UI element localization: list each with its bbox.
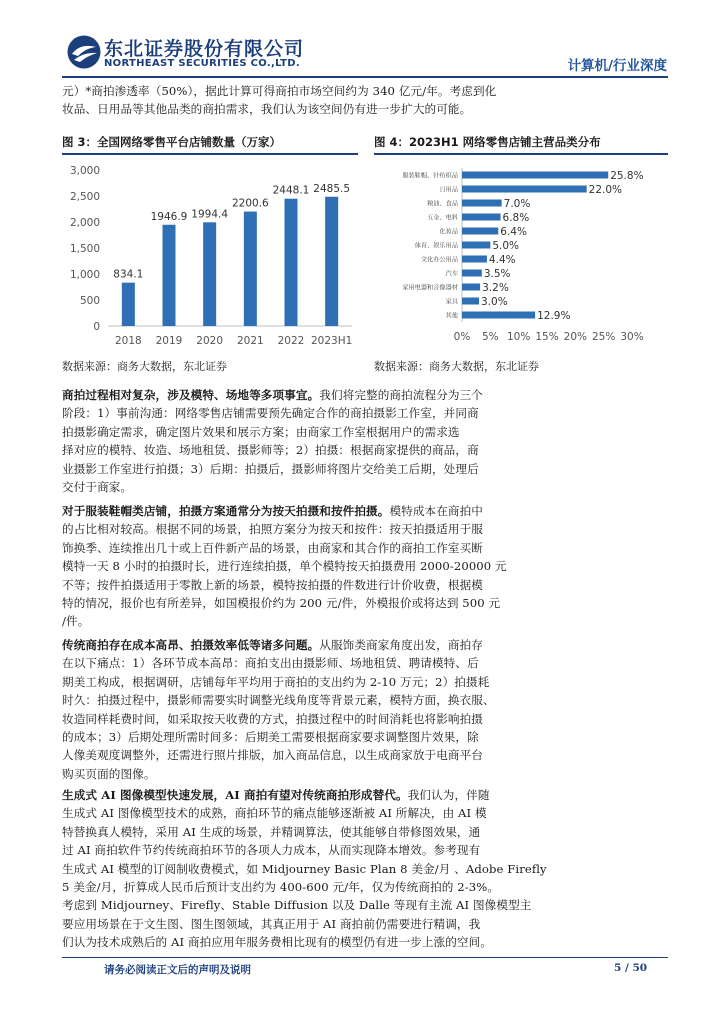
- category-label: 文化办公用品: [420, 256, 458, 264]
- text-line: 在以下痛点：1）各环节成本高昂：商拍支出由摄影师、场地租赁、聘请模特、后: [62, 656, 479, 671]
- bar-2018: [122, 283, 135, 326]
- bar-value-label: 12.9%: [537, 310, 571, 322]
- text-line: 的成本；3）后期处理所需时间多：后期美工需要根据商家要求调整图片效果，除: [62, 730, 479, 745]
- text-line: 生成式 AI 模型的订阅制收费模式，如 Midjourney Basic Plan 8 美金/月 、Adobe Firefly: [62, 861, 547, 876]
- bar-文化办公用品: [462, 256, 487, 263]
- figure3-source: 数据来源：商务大数据，东北证券: [62, 360, 227, 373]
- text-line: 饰换季、连续推出几十或上百件新产品的场景，由商家和其合作的商拍工作室买断: [62, 540, 483, 555]
- text-line: 期美工构成，根据调研，店铺每年平均用于商拍的支出约为 2-10 万元；2）拍摄耗: [62, 674, 490, 689]
- bar-value-label: 2485.5: [313, 182, 351, 195]
- y-tick-label: 3,000: [69, 165, 100, 177]
- x-tick-label: 2018: [114, 335, 142, 347]
- y-tick-label: 1,500: [69, 243, 100, 255]
- bar-value-label: 1946.9: [150, 210, 188, 223]
- text-line: 要应用场景在于文生图、图生图领域，其真正用于 AI 商拍前仍需要进行精调，我: [62, 916, 481, 931]
- bar-value-label: 6.4%: [500, 226, 527, 238]
- text-line: 不等；按件拍摄适用于零散上新的场景，模特按拍摄的件数进行计价收费，根据模: [62, 577, 483, 592]
- category-label: 汽车: [445, 270, 458, 278]
- y-tick-label: 0: [93, 321, 100, 333]
- header-divider: [62, 76, 668, 78]
- page-number: 5 / 50: [614, 962, 648, 974]
- bar-2023H1: [325, 197, 338, 326]
- x-tick-label: 5%: [481, 331, 499, 343]
- bar-value-label: 3.0%: [481, 296, 508, 308]
- bar-value-label: 7.0%: [503, 198, 531, 210]
- x-tick-label: 20%: [563, 331, 588, 343]
- bar-服装鞋帽、针纺织品: [462, 172, 608, 179]
- bar-value-label: 22.0%: [588, 184, 623, 196]
- text-line: 从服饰类商家角度出发，商拍存: [319, 638, 483, 652]
- text-line: 们认为技术成熟后的 AI 商拍应用年服务费相比现有的模型仍有进一步上涨的空间。: [62, 935, 493, 950]
- bar-家具: [462, 298, 479, 305]
- report-category: 计算机/行业深度: [567, 58, 667, 74]
- bar-体育、娱乐用品: [462, 242, 490, 249]
- category-label: 服装鞋帽、针纺织品: [402, 172, 458, 180]
- x-tick-label: 2021: [236, 335, 264, 347]
- footer-disclaimer: 请务必阅读正文后的声明及说明: [104, 964, 251, 976]
- section-lead: 商拍过程相对复杂，涉及模特、场地等多项事宜。: [62, 388, 320, 402]
- text-line: 交付于商家。: [62, 480, 133, 495]
- category-label: 化妆品: [439, 228, 458, 236]
- company-logo-icon: [66, 34, 102, 70]
- bar-value-label: 3.5%: [483, 268, 511, 280]
- section-pain-points: [62, 636, 666, 783]
- y-tick-label: 500: [79, 295, 100, 307]
- bar-2021: [244, 212, 257, 326]
- y-tick-label: 2,000: [69, 217, 100, 229]
- text-line: 考虑到 Midjourney、Firefly、Stable Diffusion 以及 Dalle 等现有主流 AI 图像模型主: [62, 898, 532, 913]
- figure3-rule: [62, 153, 358, 155]
- text-line: 人像美观度调整外，还需进行照片排版，加入商品信息，以生成商家放于电商平台: [62, 748, 483, 763]
- category-label: 日用品: [439, 186, 458, 194]
- text-line: 妆造同样耗费时间，如采取按天收费的方式，拍摄过程中的时间消耗也将影响拍摄: [62, 711, 483, 726]
- figure4-rule: [374, 153, 668, 155]
- figure4-chart: [374, 158, 668, 354]
- text-line: 特的情况，报价也有所差异，如国模报价约为 200 元/件，外模报价或将达到 500 元: [62, 596, 501, 611]
- bar-value-label: 25.8%: [610, 170, 644, 182]
- intro-paragraph: [62, 82, 666, 119]
- bar-家用电器和音像器材: [462, 284, 480, 291]
- category-label: 体育、娱乐用品: [414, 242, 458, 250]
- x-tick-label: 2020: [196, 335, 224, 347]
- bar-value-label: 6.8%: [502, 212, 530, 224]
- bar-汽车: [462, 270, 482, 277]
- bar-化妆品: [462, 228, 498, 235]
- x-tick-label: 30%: [620, 331, 644, 343]
- figure4-source: 数据来源：商务大数据，东北证券: [374, 360, 539, 373]
- text-line: 的占比相对较高。根据不同的场景，拍照方案分为按天和按件：按天拍摄适用于服: [62, 522, 483, 537]
- x-tick-label: 2019: [155, 335, 183, 347]
- text-line: /件。: [62, 614, 90, 629]
- category-label: 五金、电料: [427, 214, 458, 222]
- y-tick-label: 1,000: [69, 269, 100, 281]
- bar-value-label: 3.2%: [482, 282, 509, 294]
- figure3-title: 图 3：全国网络零售平台店铺数量（万家）: [62, 135, 282, 149]
- text-line: 我们认为，伴随: [407, 788, 490, 802]
- bar-五金、电料: [462, 214, 501, 221]
- bar-value-label: 2448.1: [272, 184, 310, 197]
- bar-value-label: 2200.6: [231, 197, 269, 210]
- x-tick-label: 15%: [535, 331, 559, 343]
- text-line: 业摄影工作室进行拍摄；3）后期：拍摄后，摄影师将图片交给美工后期，处理后: [62, 461, 479, 476]
- bar-value-label: 4.4%: [488, 254, 516, 266]
- text-line: 特替换真人模特，采用 AI 生成的场景，并精调算法，使其能够自带修图效果，通: [62, 824, 481, 839]
- category-label: 家用电器和音像器材: [402, 284, 458, 292]
- bar-日用品: [462, 186, 587, 193]
- category-label: 家具: [445, 298, 458, 306]
- text-line: 生成式 AI 图像模型技术的成熟，商拍环节的痛点能够逐渐被 AI 所解决，由 AI 模: [62, 806, 487, 821]
- text-line: 5 美金/月，折算成人民币后预计支出约为 400-600 元/年，仅为传统商拍的 2-3%。: [62, 880, 500, 895]
- company-name-cn: 东北证券股份有限公司: [104, 38, 305, 60]
- bar-粮油、食品: [462, 200, 502, 207]
- footer-divider: [62, 957, 668, 958]
- text-line: 模特一天 8 小时的拍摄时长，进行连续拍摄，单个模特按天拍摄费用 2000-20000 元: [62, 559, 507, 574]
- bar-value-label: 5.0%: [492, 240, 520, 252]
- figure4-title: 图 4：2023H1 网络零售店铺主营品类分布: [374, 135, 601, 149]
- text-line: 拍摄影确定需求，确定图片效果和展示方案；由商家工作室根据用户的需求选: [62, 424, 460, 439]
- text-line: 妆品、日用品等其他品类的商拍需求，我们认为该空间仍有进一步扩大的可能。: [62, 102, 472, 117]
- text-line: 购买页面的图像。: [62, 766, 156, 781]
- bar-value-label: 1994.4: [191, 208, 229, 221]
- bar-2022: [285, 199, 298, 326]
- text-line: 我们将完整的商拍流程分为三个: [319, 388, 483, 402]
- x-tick-label: 2022: [277, 335, 305, 347]
- x-tick-label: 2023H1: [311, 335, 353, 347]
- figure3-chart: [62, 158, 358, 354]
- text-line: 择对应的模特、妆造、场地租赁、摄影师等；2）拍摄：根据商家提供的商品，商: [62, 443, 479, 458]
- text-line: 元）*商拍渗透率（50%），据此计算可得商拍市场空间约为 340 亿元/年。考虑到化: [62, 84, 497, 98]
- section-lead: 传统商拍存在成本高昂、拍摄效率低等诸多问题。: [62, 638, 320, 652]
- x-tick-label: 25%: [591, 331, 616, 343]
- section-ai-shooting: [62, 786, 666, 952]
- text-line: 时久：拍摄过程中，摄影师需要实时调整光线角度等背景元素，模特方面，换衣服、: [62, 693, 495, 708]
- section-process: [62, 386, 666, 496]
- y-tick-label: 2,500: [69, 191, 100, 203]
- category-label: 其他: [445, 312, 458, 320]
- section-lead: 对于服装鞋帽类店铺，拍摄方案通常分为按天拍摄和按件拍摄。: [62, 504, 390, 518]
- section-shooting-plans: [62, 502, 666, 631]
- section-lead: 生成式 AI 图像模型快速发展，AI 商拍有望对传统商拍形成替代。: [62, 788, 408, 802]
- x-tick-label: 0%: [453, 331, 471, 343]
- bar-2020: [203, 222, 216, 326]
- category-label: 粮油、食品: [427, 200, 458, 208]
- text-line: 模特成本在商拍中: [389, 504, 483, 518]
- bar-2019: [163, 225, 176, 326]
- bar-其他: [462, 312, 535, 319]
- bar-value-label: 834.1: [113, 268, 144, 281]
- company-name-en: NORTHEAST SECURITIES CO.,LTD.: [104, 58, 300, 69]
- x-tick-label: 10%: [506, 331, 531, 343]
- text-line: 阶段：1）事前沟通：网络零售店铺需要预先确定合作的商拍摄影工作室，并同商: [62, 406, 479, 421]
- text-line: 过 AI 商拍软件节约传统商拍环节的各项人力成本，从而实现降本增效。参考现有: [62, 843, 481, 858]
